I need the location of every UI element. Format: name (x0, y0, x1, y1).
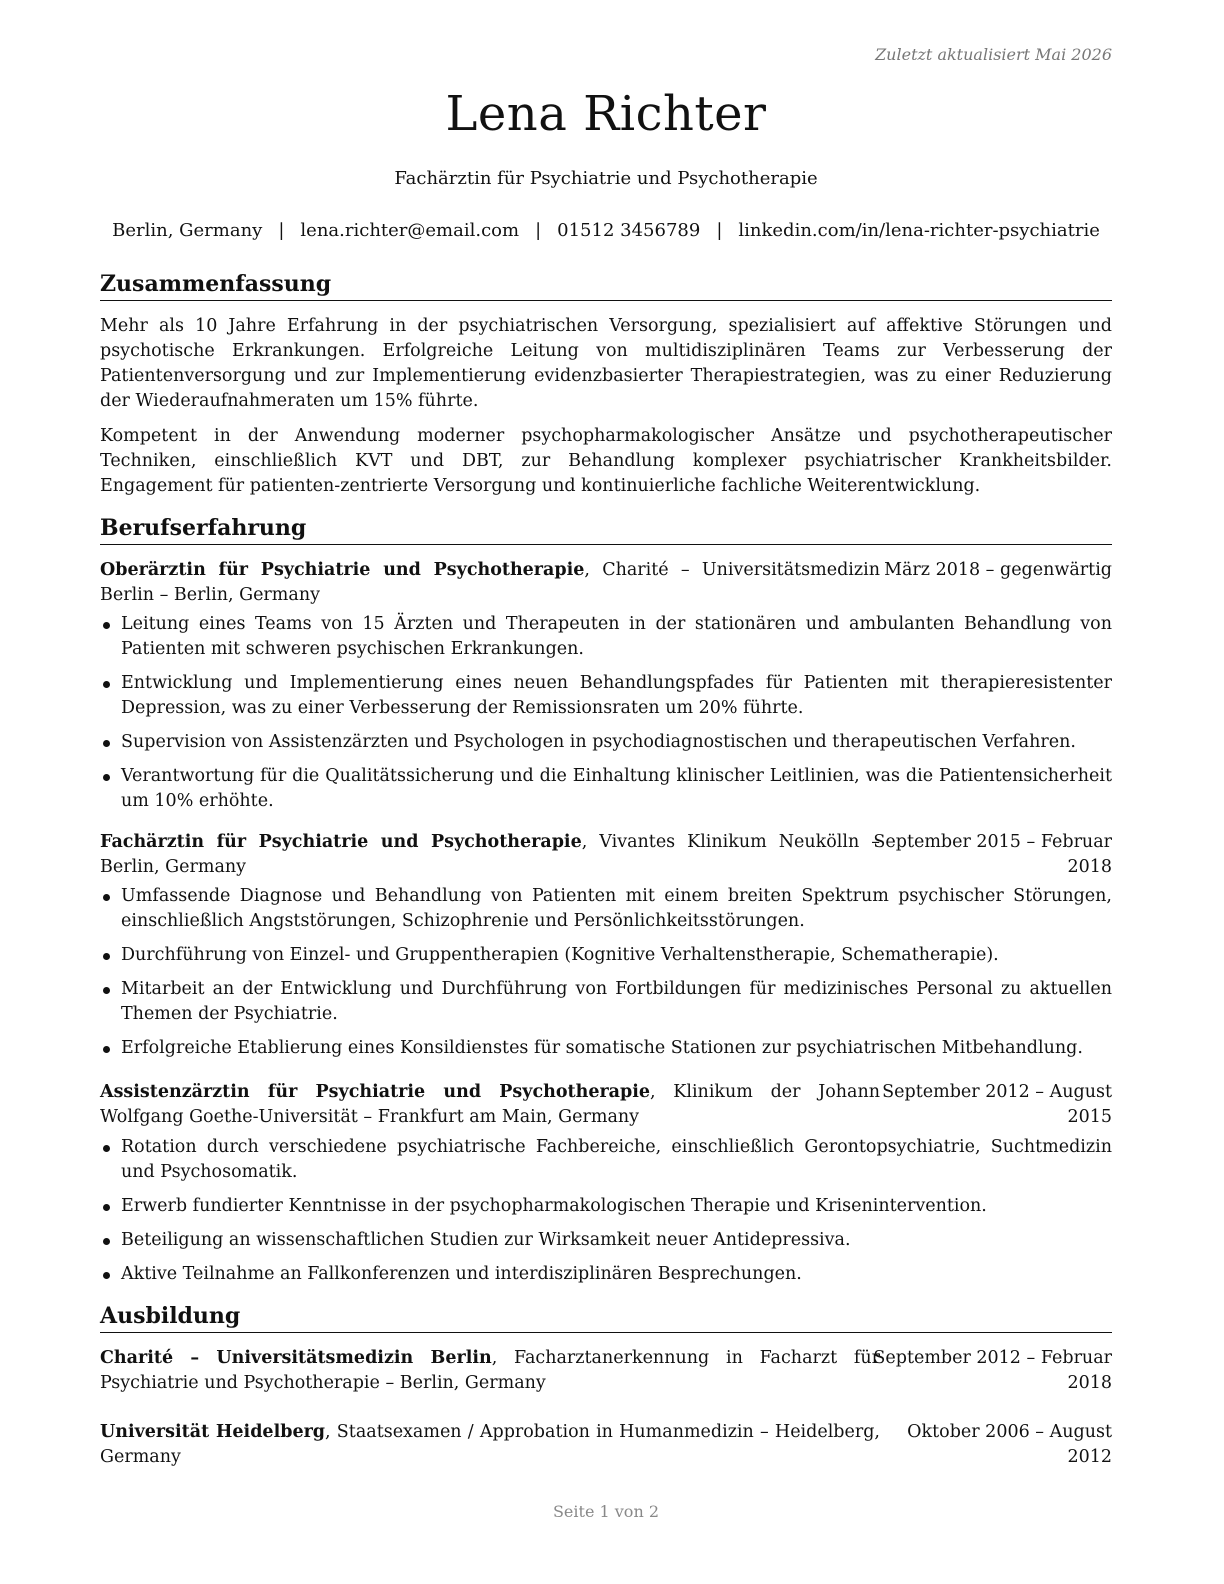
contact-location: Berlin, Germany (112, 220, 263, 241)
job-dates: September 2012 – August 2015 (882, 1082, 1112, 1127)
list-item: Verantwortung für die Qualitätssicherung und die Einhaltung klinischer Leitlinien, was die Patientensicherheit um 10% erhöhte. (100, 764, 1112, 814)
resume-page (100, 0, 1112, 1584)
list-item: Supervision von Assistenzärzten und Psychologen in psychodiagnostischen und therapeutischen Verfahren. (100, 730, 1112, 755)
list-item: Rotation durch verschiedene psychiatrische Fachbereiche, einschließlich Gerontopsychiatrie, Suchtmedizin und Psychosomatik. (100, 1135, 1112, 1185)
education-dates: September 2012 – Februar 2018 (873, 1348, 1112, 1393)
job-bullet-list (100, 1135, 1112, 1296)
candidate-headline: Fachärztin für Psychiatrie und Psychotherapie (394, 168, 818, 189)
list-item: Beteiligung an wissenschaftlichen Studien zur Wirksamkeit neuer Antidepressiva. (100, 1228, 1112, 1253)
job-header (100, 558, 1112, 608)
education-header (100, 1346, 1112, 1396)
section-heading-education: Ausbildung (100, 1302, 1112, 1333)
summary-paragraph: Mehr als 10 Jahre Erfahrung in der psychiatrischen Versorgung, spezialisiert auf affektive Störungen und psychotische Erkrankungen. Erfolgreiche Leitung von multidisziplinären Teams zur Verbesserung der Patientenversorgung und zur Implementierung evidenzbasierter Therapiestrategien, was zu einer Reduzierung der Wiederaufnahmeraten um 15% führte. (100, 316, 1112, 411)
education-header (100, 1420, 1112, 1470)
education-dates: Oktober 2006 – August 2012 (907, 1422, 1112, 1467)
list-item: Leitung eines Teams von 15 Ärzten und Therapeuten in der stationären und ambulanten Behandlung von Patienten mit schweren psychischen Erkrankungen. (100, 612, 1112, 662)
list-item: Durchführung von Einzel- und Gruppentherapien (Kognitive Verhaltenstherapie, Schematherapie). (100, 943, 1112, 968)
candidate-name: Lena Richter (445, 86, 767, 142)
job-organization: , Charité – Universitätsmedizin Berlin – Berlin, Germany (100, 560, 880, 605)
education-school: Universität Heidelberg (100, 1422, 326, 1442)
job-header (100, 1080, 1112, 1130)
contact-separator: | (278, 220, 285, 241)
contact-line (100, 220, 1112, 241)
job-role: Assistenzärztin für Psychiatrie und Psychotherapie (100, 1082, 651, 1102)
job-bullet-list (100, 884, 1112, 1070)
contact-linkedin[interactable]: linkedin.com/in/lena-richter-psychiatrie (738, 220, 1100, 241)
list-item: Mitarbeit an der Entwicklung und Durchführung von Fortbildungen für medizinisches Personal zu aktuellen Themen der Psychiatrie. (100, 977, 1112, 1027)
job-organization: , Klinikum der Johann Wolfgang Goethe-Universität – Frankfurt am Main, Germany (100, 1082, 880, 1127)
list-item: Aktive Teilnahme an Fallkonferenzen und interdisziplinären Besprechungen. (100, 1262, 1112, 1287)
section-heading-summary: Zusammenfassung (100, 270, 1112, 301)
job-header (100, 830, 1112, 880)
education-school: Charité – Universitätsmedizin Berlin (100, 1348, 492, 1368)
contact-phone: 01512 3456789 (557, 220, 701, 241)
contact-separator: | (535, 220, 542, 241)
job-role: Oberärztin für Psychiatrie und Psychotherapie (100, 560, 585, 580)
education-detail: , Facharztanerkennung in Facharzt für Psychiatrie und Psychotherapie – Berlin, Germany (100, 1348, 880, 1393)
job-dates: September 2015 – Februar 2018 (873, 832, 1112, 877)
contact-separator: | (716, 220, 723, 241)
job-dates: März 2018 – gegenwärtig (884, 560, 1112, 580)
education-detail: , Staatsexamen / Approbation in Humanmedizin – Heidelberg, Germany (100, 1422, 880, 1467)
job-bullet-list (100, 612, 1112, 823)
list-item: Erwerb fundierter Kenntnisse in der psychopharmakologischen Therapie und Krisenintervention. (100, 1194, 1112, 1219)
section-heading-experience: Berufserfahrung (100, 514, 1112, 545)
job-organization: , Vivantes Klinikum Neukölln – Berlin, Germany (100, 832, 880, 877)
job-role: Fachärztin für Psychiatrie und Psychotherapie (100, 832, 582, 852)
list-item: Entwicklung und Implementierung eines neuen Behandlungspfades für Patienten mit therapieresistenter Depression, was zu einer Verbesserung der Remissionsraten um 20% führte. (100, 671, 1112, 721)
list-item: Erfolgreiche Etablierung eines Konsildienstes für somatische Stationen zur psychiatrischen Mitbehandlung. (100, 1036, 1112, 1061)
list-item: Umfassende Diagnose und Behandlung von Patienten mit einem breiten Spektrum psychischer Störungen, einschließlich Angststörungen, Schizophrenie und Persönlichkeitsstörungen. (100, 884, 1112, 934)
page-number: Seite 1 von 2 (552, 1502, 660, 1521)
contact-email[interactable]: lena.richter@email.com (300, 220, 520, 241)
last-updated: Zuletzt aktualisiert Mai 2026 (875, 45, 1112, 64)
summary-paragraph: Kompetent in der Anwendung moderner psychopharmakologischer Ansätze und psychotherapeutischer Techniken, einschließlich KVT und DBT, zur Behandlung komplexer psychiatrischer Krankheitsbilder. Engagement für patienten-zentrierte Versorgung und kontinuierliche fachliche Weiterentwicklung. (100, 426, 1112, 496)
